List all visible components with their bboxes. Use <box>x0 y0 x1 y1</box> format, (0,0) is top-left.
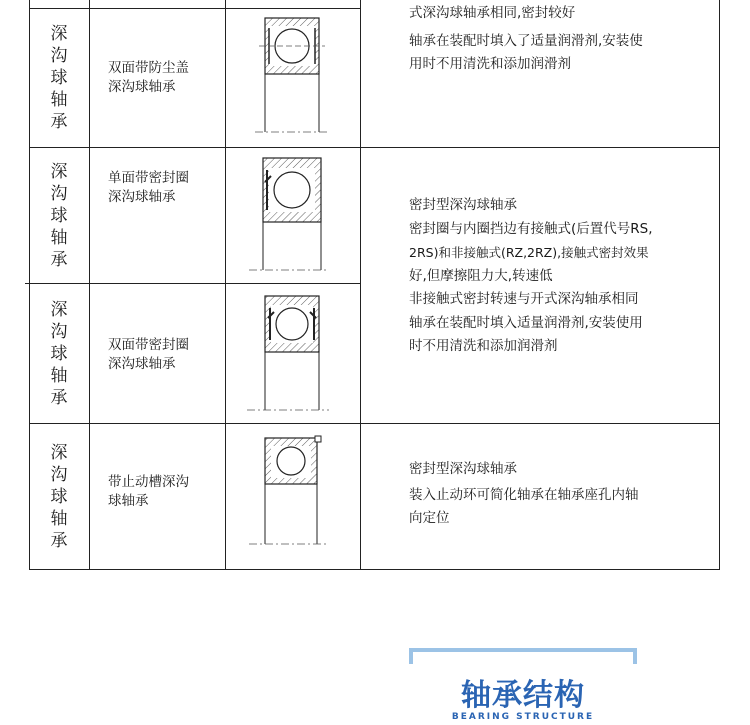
description-line: 时不用清洗和添加润滑剂 <box>409 338 558 354</box>
bearing-type: 深沟球轴承 <box>50 161 68 270</box>
title-decoration-bar <box>409 648 637 652</box>
bearing-name-cell <box>90 9 225 147</box>
section-subtitle-text: BEARING STRUCTURE <box>451 712 595 722</box>
bearing-name: 带止动槽深沟 球轴承 <box>108 473 189 509</box>
bearing-type: 深沟球轴承 <box>50 442 68 551</box>
table-border-bottom <box>29 569 720 570</box>
description-line: 2RS)和非接触式(RZ,2RZ),接触式密封效果 <box>409 245 649 260</box>
table-divider-3 <box>360 0 361 570</box>
bearing-type: 深沟球轴承 <box>50 299 68 408</box>
description-line: 用时不用清洗和添加润滑剂 <box>409 56 571 72</box>
bearing-diagram-double-seal <box>245 290 335 416</box>
description-line: 装入止动环可简化轴承在轴承座孔内轴 <box>409 486 639 503</box>
title-decoration-right <box>633 648 637 664</box>
description-line: 密封型深沟球轴承 <box>409 197 517 213</box>
description-line: 式深沟球轴承相同,密封较好 <box>409 5 576 21</box>
description-sealed <box>409 194 709 359</box>
bearing-diagram-shielded <box>245 10 335 138</box>
bearing-name-cell <box>90 148 225 228</box>
table-border-right <box>719 0 720 570</box>
table-row <box>29 424 89 569</box>
description-line: 非接触式密封转速与开式深沟轴承相同 <box>409 291 639 307</box>
description-line: 轴承在装配时填入适量润滑剂,安装使用 <box>409 314 643 331</box>
bearing-name: 双面带密封圈 深沟球轴承 <box>108 337 189 372</box>
section-title-text: 轴承结构 <box>461 678 585 713</box>
bearing-name-cell <box>90 300 225 410</box>
bearing-type: 深沟球轴承 <box>50 24 68 132</box>
bearing-diagram-single-seal <box>245 152 335 276</box>
description-line: 密封型深沟球轴承 <box>409 461 517 477</box>
table-divider-2 <box>225 0 226 570</box>
section-title <box>409 648 639 725</box>
description-line: 密封圈与内圈挡边有接触式(后置代号RS, <box>409 220 653 237</box>
table-row <box>29 9 89 147</box>
bearing-diagram-snap-ring <box>245 432 335 552</box>
bearing-name-cell <box>90 424 225 559</box>
description-snap-ring <box>409 458 709 531</box>
description-line: 向定位 <box>409 510 450 526</box>
description-top <box>409 2 709 77</box>
bearing-name: 双面带防尘盖 深沟球轴承 <box>108 60 189 95</box>
description-line: 轴承在装配时填入了适量润滑剂,安装使 <box>409 32 643 49</box>
description-line: 好,但摩擦阻力大,转速低 <box>409 267 553 284</box>
table-row <box>29 284 89 423</box>
title-decoration-left <box>409 648 413 664</box>
table-row <box>29 148 89 283</box>
bearing-name: 单面带密封圈 深沟球轴承 <box>108 170 189 205</box>
